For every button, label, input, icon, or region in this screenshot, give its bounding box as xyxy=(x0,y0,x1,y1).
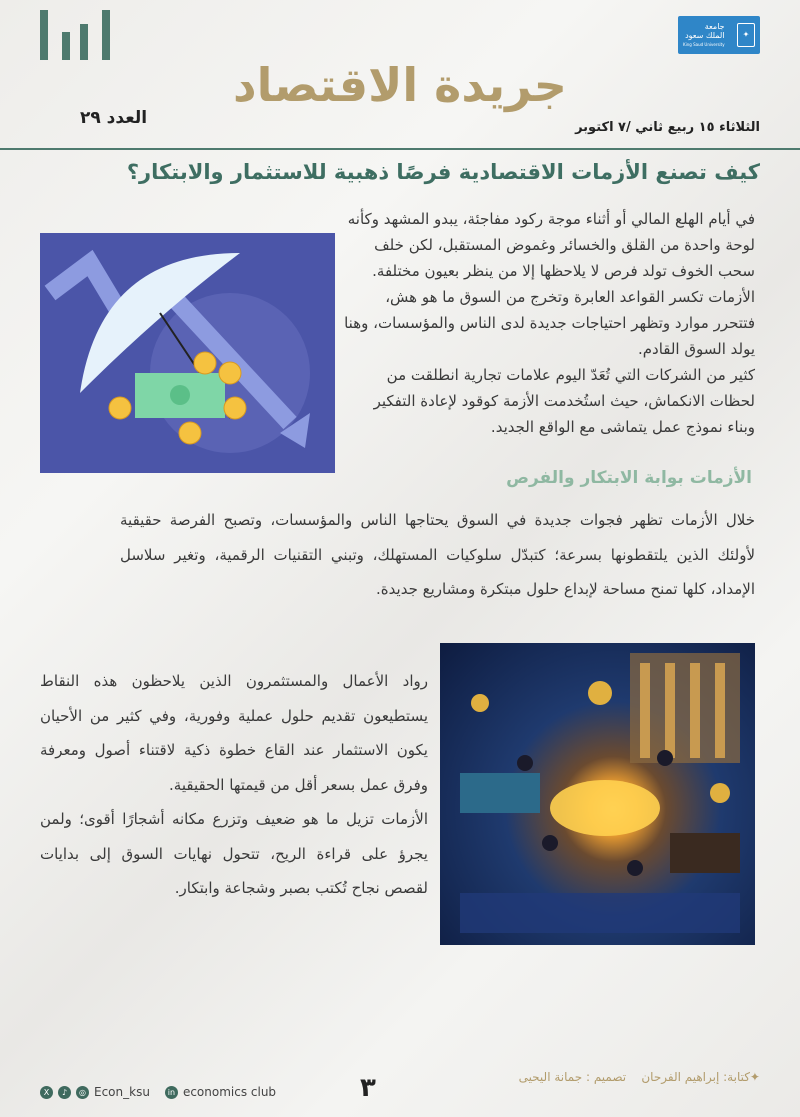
paragraph: رواد الأعمال والمستثمرون الذين يلاحظون هذه النقاط يستطيعون تقديم حلول عملية وفورية، وفي كثير من الأحيان يكون الاستثمار عند القاع خطوة ذكية لاقتناء أصول ومعرفة وفرق عمل بسعر أقل من قيمتها الحقيقية. xyxy=(40,672,428,794)
article-title: كيف تصنع الأزمات الاقتصادية فرصًا ذهبية للاستثمار والابتكار؟ xyxy=(126,160,760,184)
issue-date: الثلاثاء ١٥ ربيع ثاني /٧ اكتوبر xyxy=(575,120,760,135)
seal-icon: ✦ xyxy=(737,23,755,47)
x-icon[interactable]: X xyxy=(40,1086,53,1099)
paragraph: الأزمات تزيل ما هو ضعيف وتزرع مكانه أشجارًا أقوى؛ ولمن يجرؤ على قراءة الريح، تتحول نهايات السوق إلى بدايات لقصص نجاح تُكتب بصبر وشجاعة وابتكار. xyxy=(40,810,428,897)
investment-city-illustration xyxy=(440,643,755,945)
umbrella-crisis-illustration xyxy=(40,233,335,473)
paragraph: كثير من الشركات التي تُعَدّ اليوم علامات تجارية انطلقت من لحظات الانكماش، حيث استُخدمت الأزمة كوقود لإعادة التفكير وبناء نموذج عمل يتماشى مع الواقع الجديد. xyxy=(373,366,755,436)
university-name-en: King Saud University xyxy=(683,41,725,47)
social-links xyxy=(40,1085,276,1099)
article-closing xyxy=(40,664,428,906)
masthead: جريدة الاقتصاد xyxy=(233,58,567,112)
university-logo xyxy=(678,16,760,54)
instagram-icon[interactable]: ◎ xyxy=(76,1086,89,1099)
issue-number: العدد ٢٩ xyxy=(80,108,148,128)
credits: ✦كتابة: إبراهيم الفرحان تصميم : جمانة اليحيى xyxy=(518,1070,760,1084)
section-subheading: الأزمات بوابة الابتكار والفرص xyxy=(506,468,752,488)
social-handle[interactable]: Econ_ksu xyxy=(94,1085,150,1099)
tiktok-icon[interactable]: ♪ xyxy=(58,1086,71,1099)
paragraph: الأزمات تكسر القواعد العابرة وتخرج من السوق ما هو هش، فتتحرر موارد وتظهر احتياجات جديدة لدى الناس والمؤسسات، وهنا يولد السوق القادم. xyxy=(344,288,755,358)
university-name-ar: جامعة xyxy=(704,21,725,31)
header-divider xyxy=(0,148,800,150)
club-logo xyxy=(40,10,110,62)
article-intro xyxy=(343,206,755,440)
university-name-ar-2: الملك سعود xyxy=(685,30,725,40)
paragraph: خلال الأزمات تظهر فجوات جديدة في السوق يحتاجها الناس والمؤسسات، وتصبح الفرصة حقيقية لأولئك الذين يلتقطونها بسرعة؛ كتبدّل سلوكيات المستهلك، وتبني التقنيات الرقمية، وتغير سلاسل الإمداد، كلها تمنح مساحة لإبداع حلول مبتكرة ومشاريع جديدة. xyxy=(120,511,755,598)
linkedin-icon[interactable]: in xyxy=(165,1086,178,1099)
page-number: ٣ xyxy=(360,1073,376,1103)
linkedin-handle[interactable]: economics club xyxy=(182,1085,277,1099)
paragraph: في أيام الهلع المالي أو أثناء موجة ركود مفاجئة، يبدو المشهد وكأنه لوحة واحدة من القلق والخسائر وغموض المستقبل، لكن خلف سحب الخوف تولد فرص لا يلاحظها إلا من ينظر بعيون مختلفة. xyxy=(347,210,755,280)
